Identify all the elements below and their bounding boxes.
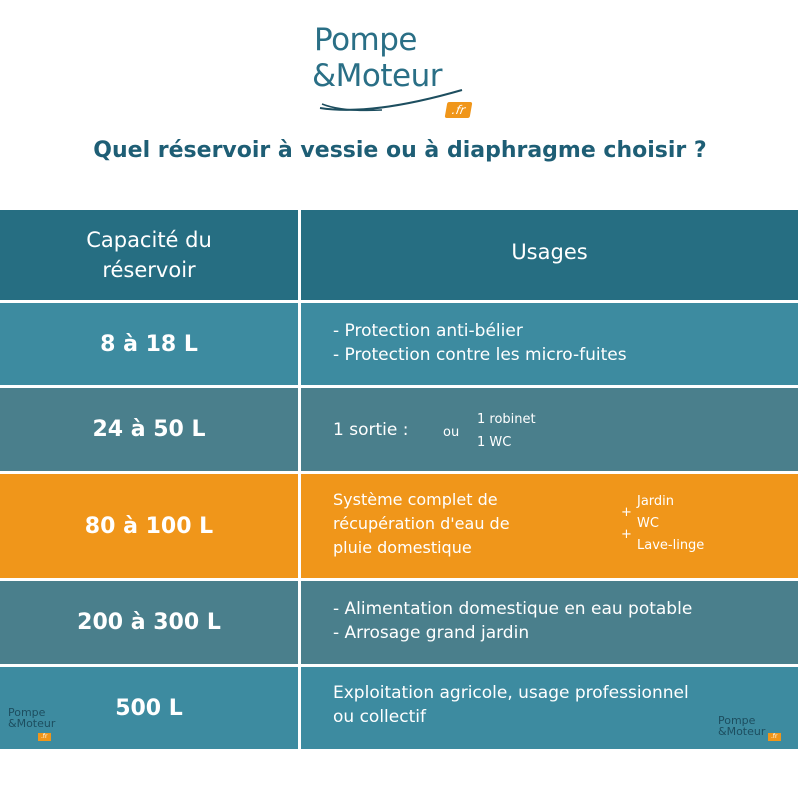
header-capacity-line2: réservoir — [102, 258, 196, 282]
brand-logo — [312, 20, 492, 115]
usage-line: - Alimentation domestique en eau potable — [333, 599, 693, 619]
usages-cell — [301, 474, 798, 578]
watermark-suffix: .fr — [38, 733, 51, 741]
usages-cell — [301, 581, 798, 664]
watermark-logo-left — [8, 707, 55, 741]
table-row — [0, 303, 800, 385]
watermark-text: Pompe — [8, 706, 46, 719]
header-usages-label: Usages — [511, 240, 588, 264]
table-row — [0, 388, 800, 471]
watermark-suffix: .fr — [768, 733, 781, 741]
usage-plus-item: WC — [637, 516, 659, 531]
usages-cell — [301, 303, 798, 385]
usage-option: 1 WC — [477, 435, 512, 450]
header-usages — [301, 210, 798, 300]
table-row — [0, 667, 800, 749]
plus-sign: + — [621, 505, 632, 520]
capacity-cell: 24 à 50 L — [0, 388, 298, 471]
capacity-cell: 500 L — [0, 667, 298, 749]
usage-line: récupération d'eau de — [333, 514, 510, 533]
page-title: Quel réservoir à vessie ou à diaphragme choisir ? — [93, 138, 707, 163]
usage-line: - Protection anti-bélier — [333, 321, 523, 341]
header-capacity — [0, 210, 298, 300]
table-row — [0, 581, 800, 664]
logo-text-moteur: &Moteur — [312, 58, 443, 94]
watermark-text: &Moteur — [718, 725, 766, 738]
plus-sign: + — [621, 527, 632, 542]
usage-line: Exploitation agricole, usage professionnel — [333, 683, 689, 703]
usage-line: Système complet de — [333, 490, 498, 509]
usage-plus-item: Lave-linge — [637, 538, 705, 553]
usage-line: - Protection contre les micro-fuites — [333, 345, 627, 365]
logo-text-pompe: Pompe — [314, 22, 418, 58]
usages-cell — [301, 388, 798, 471]
usage-line: pluie domestique — [333, 538, 472, 557]
capacity-cell: 200 à 300 L — [0, 581, 298, 664]
logo-suffix-badge: .fr — [445, 102, 473, 118]
usage-line: - Arrosage grand jardin — [333, 623, 530, 643]
table-header-row — [0, 210, 800, 300]
watermark-logo-right — [718, 715, 781, 741]
table-row — [0, 474, 800, 578]
usage-prefix: 1 sortie : — [333, 420, 409, 440]
watermark-text: &Moteur — [8, 717, 56, 730]
usage-plus-item: Jardin — [637, 494, 675, 509]
usage-option: 1 robinet — [477, 412, 536, 427]
watermark-text: Pompe — [718, 714, 756, 727]
usage-or: ou — [443, 425, 460, 440]
capacity-cell: 8 à 18 L — [0, 303, 298, 385]
capacity-cell: 80 à 100 L — [0, 474, 298, 578]
header-capacity-line1: Capacité du — [86, 228, 212, 252]
usage-line: ou collectif — [333, 707, 426, 727]
